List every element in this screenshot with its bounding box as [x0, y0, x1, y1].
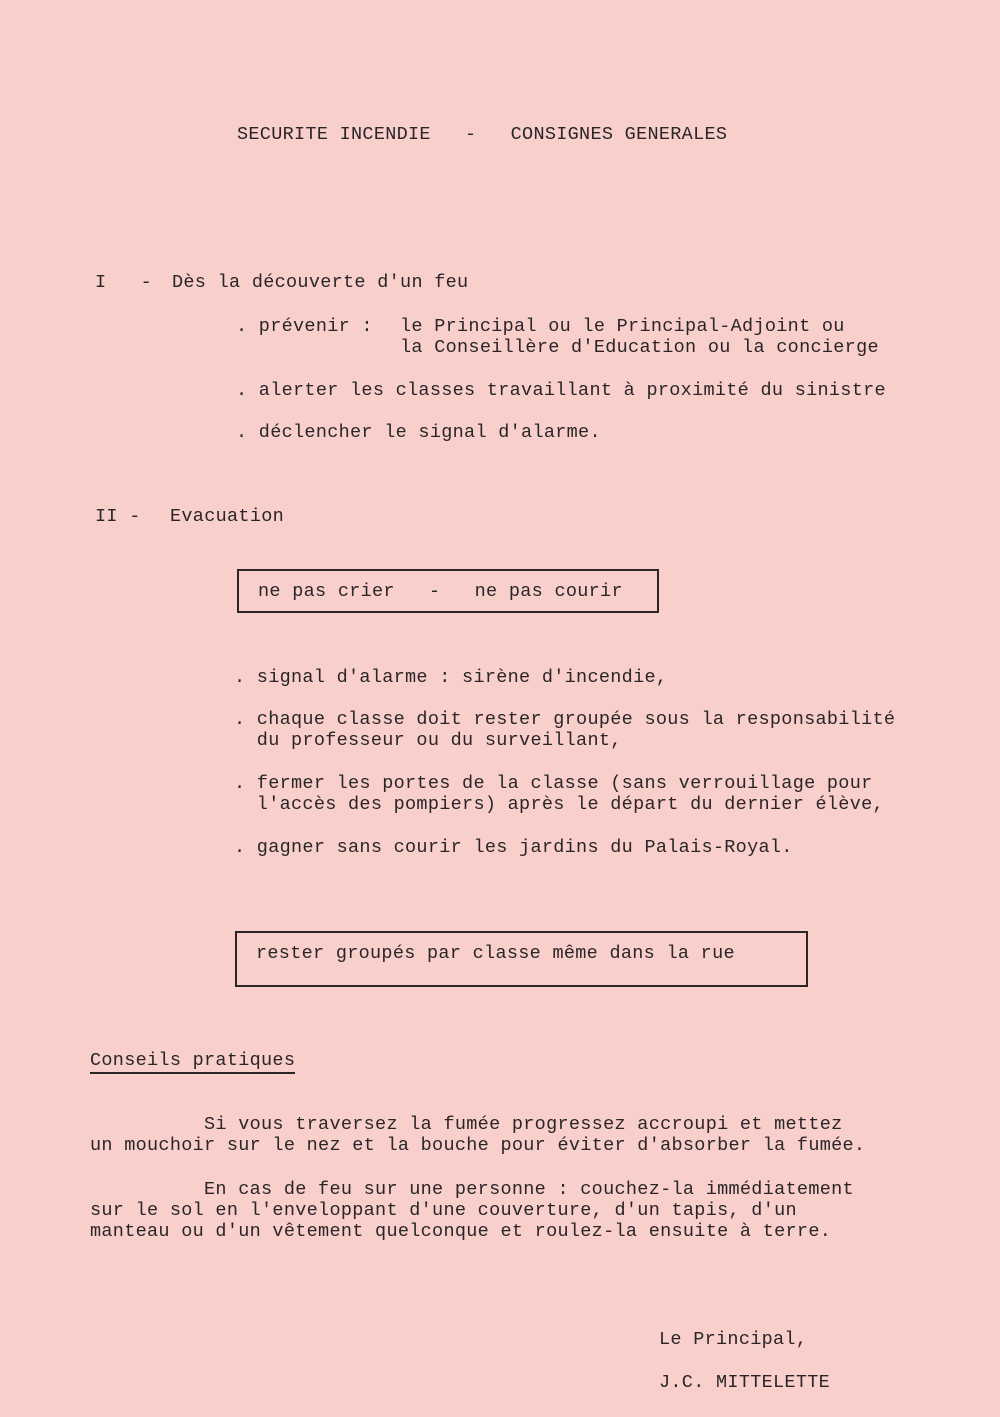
section-2-bullet-2-line-2: du professeur ou du surveillant,	[234, 730, 622, 751]
section-1-heading: Dès la découverte d'un feu	[172, 272, 469, 293]
section-1-bullet-1-line-2: la Conseillère d'Education ou la concierge	[400, 337, 879, 358]
section-1-bullet-2: . alerter les classes travaillant à proximité du sinistre	[236, 380, 886, 401]
section-2-bullet-3-line-1: . fermer les portes de la classe (sans verrouillage pour	[234, 773, 873, 794]
signature-name: J.C. MITTELETTE	[659, 1372, 831, 1393]
section-2-bullet-3-line-2: l'accès des pompiers) après le départ du dernier élève,	[234, 794, 884, 815]
section-1-bullet-1-prefix: . prévenir :	[236, 316, 373, 337]
section-1-bullet-3: . déclencher le signal d'alarme.	[236, 422, 601, 443]
section-2-bullet-2-line-1: . chaque classe doit rester groupée sous la responsabilité	[234, 709, 896, 730]
document-title: SECURITE INCENDIE - CONSIGNES GENERALES	[237, 124, 728, 145]
conseils-paragraph-1-line-2: un mouchoir sur le nez et la bouche pour éviter d'absorber la fumée.	[90, 1135, 866, 1156]
signature-role: Le Principal,	[659, 1329, 808, 1350]
section-2-bullet-4: . gagner sans courir les jardins du Palais-Royal.	[234, 837, 793, 858]
conseils-paragraph-2-line-3: manteau ou d'un vêtement quelconque et roulez-la ensuite à terre.	[90, 1221, 832, 1242]
section-2-heading: Evacuation	[170, 506, 285, 527]
section-2-number: II -	[95, 506, 141, 527]
warning-box-1-text: ne pas crier - ne pas courir	[258, 581, 623, 602]
conseils-paragraph-2-line-2: sur le sol en l'enveloppant d'une couverture, d'un tapis, d'un	[90, 1200, 797, 1221]
section-1-number: I -	[95, 272, 153, 293]
conseils-paragraph-2-line-1: En cas de feu sur une personne : couchez-la immédiatement	[90, 1179, 854, 1200]
section-2-bullet-1: . signal d'alarme : sirène d'incendie,	[234, 667, 668, 688]
conseils-heading: Conseils pratiques	[90, 1050, 295, 1074]
conseils-paragraph-1-line-1: Si vous traversez la fumée progressez accroupi et mettez	[90, 1114, 843, 1135]
warning-box-2-text: rester groupés par classe même dans la rue	[256, 943, 735, 964]
section-1-bullet-1-line-1: le Principal ou le Principal-Adjoint ou	[400, 316, 845, 337]
